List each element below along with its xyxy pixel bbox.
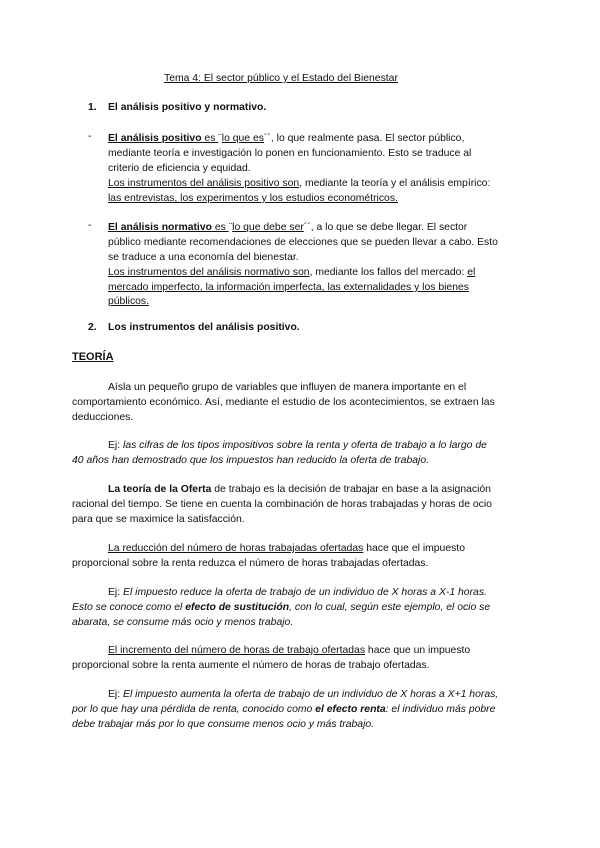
normativo-quote-close: ´´: [303, 222, 311, 233]
positivo-instruments-rest: , mediante la teoría y el análisis empírico:: [299, 178, 491, 189]
bullet-dash: -: [88, 220, 92, 231]
normativo-line-1-rest: , a lo que se debe llegar. El sector: [310, 222, 468, 233]
teoria-p1-line-1: Aísla un pequeño grupo de variables que influyen de manera importante en el: [108, 382, 467, 393]
positivo-quote-open: ¨: [218, 133, 222, 144]
ej2-prefix: Ej:: [108, 587, 124, 598]
normativo-instruments-list-2: mercado imperfecto, la información imperfecta, las externalidades y los bienes: [108, 282, 469, 293]
incremento-line-2: proporcional sobre la renta aumente el número de horas de trabajo ofertadas.: [72, 660, 430, 671]
ej2-line-2: [72, 600, 490, 616]
incremento-line-1: [108, 643, 470, 659]
ej3-line-2-post: : el individuo más pobre: [385, 704, 496, 715]
reduccion-line-2: proporcional sobre la renta reduzca el número de horas trabajadas ofertadas.: [72, 558, 429, 569]
oferta-term: La teoría de la Oferta: [108, 484, 212, 495]
ej1-line-2: 40 años han demostrado que los impuestos han reducido la oferta de trabajo.: [72, 455, 429, 466]
normativo-quote: lo que debe ser: [232, 222, 304, 233]
teoria-p1-line-3: deducciones.: [72, 412, 134, 423]
ej3-line-2: [72, 702, 495, 718]
normativo-line-2: público mediante recomendaciones de elecciones que se pueden llevar a cabo. Esto: [108, 237, 498, 248]
normativo-instruments-list-3: públicos.: [108, 296, 150, 307]
ej3-line-1: [108, 687, 498, 703]
normativo-line-3: se traduce a una economía del bienestar.: [108, 252, 299, 263]
ej3-line-3: debe trabajar más por lo que consume menos ocio y más trabajo.: [72, 719, 375, 730]
oferta-line-1: [108, 482, 491, 498]
section-2-heading: Los instrumentos del análisis positivo.: [108, 322, 300, 333]
positivo-instruments-label: Los instrumentos del análisis positivo son: [108, 178, 300, 189]
normativo-instruments-list-1: el: [467, 267, 476, 278]
ej1-prefix: Ej:: [108, 440, 124, 451]
section-1-number: 1.: [88, 102, 97, 113]
oferta-text-1: de trabajo es la decisión de trabajar en base a la asignación: [211, 484, 491, 495]
positivo-es: es: [201, 133, 219, 144]
normativo-line-1: [108, 220, 467, 236]
ej3-line-2-pre: por lo que hay una pérdida de renta, conocido como: [72, 704, 316, 715]
section-1-heading: El análisis positivo y normativo.: [108, 102, 267, 113]
ej2-line-3: abarata, se consume más ocio y menos trabajo.: [72, 617, 294, 628]
incremento-label: El incremento del número de horas de trabajo ofertadas: [108, 645, 366, 656]
ej2-line-2-post: , con lo cual, según este ejemplo, el ocio se: [289, 602, 491, 613]
positivo-line-2: mediante teoría e investigación lo ponen en funcionamiento. Esto se traduce al: [108, 148, 472, 159]
teoria-heading: TEORÍA: [72, 351, 114, 363]
reduccion-label: La reducción del número de horas trabajadas ofertadas: [108, 543, 364, 554]
teoria-p1-line-2: comportamiento económico. Así, mediante el estudio de los acontecimientos, se extraen las: [72, 397, 495, 408]
reduccion-line-1: [108, 541, 465, 557]
positivo-term: El análisis positivo: [108, 133, 202, 144]
normativo-instruments-rest: , mediante los fallos del mercado:: [309, 267, 468, 278]
ej2-line-1: [108, 585, 487, 601]
positivo-instruments-list: las entrevistas, los experimentos y los estudios econométricos.: [108, 193, 398, 204]
normativo-instruments-line: [108, 265, 475, 281]
ej3-prefix: Ej:: [108, 689, 124, 700]
ej1-line-1: [108, 438, 487, 454]
reduccion-text-1: hace que el impuesto: [363, 543, 465, 554]
positivo-quote: lo que es: [221, 133, 264, 144]
oferta-line-2: racional del tiempo. Se tiene en cuenta la combinación de horas trabajadas y horas de ocio: [72, 499, 492, 510]
ej1-text-1: las cifras de los tipos impositivos sobre la renta y oferta de trabajo a lo largo de: [123, 440, 487, 451]
bullet-dash: -: [88, 131, 92, 142]
normativo-es: es: [211, 222, 229, 233]
positivo-line-1-rest: , lo que realmente pasa. El sector público,: [270, 133, 465, 144]
section-2-number: 2.: [88, 322, 97, 333]
normativo-instruments-label: Los instrumentos del análisis normativo son: [108, 267, 310, 278]
ej2-text-1: El impuesto reduce la oferta de trabajo de un individuo de X horas a X-1 horas.: [123, 587, 487, 598]
page-title: Tema 4: El sector público y el Estado del Bienestar: [164, 73, 398, 84]
normativo-quote-open: ¨: [228, 222, 233, 233]
positivo-instruments-line: [108, 176, 490, 192]
ej3-text-1: El impuesto aumenta la oferta de trabajo de un individuo de X horas a X+1 horas,: [123, 689, 499, 700]
ej2-line-2-pre: Esto se conoce como el: [72, 602, 186, 613]
normativo-term: El análisis normativo: [108, 222, 212, 233]
ej2-term: efecto de sustitución: [185, 602, 290, 613]
ej3-term: el efecto renta: [315, 704, 386, 715]
oferta-line-3: para que se maximice la satisfacción.: [72, 514, 245, 525]
incremento-text-1: hace que un impuesto: [365, 645, 471, 656]
positivo-line-1: [108, 131, 464, 147]
positivo-quote-close: ´´: [263, 133, 271, 144]
positivo-line-3: criterio de eficiencia y equidad.: [108, 163, 251, 174]
